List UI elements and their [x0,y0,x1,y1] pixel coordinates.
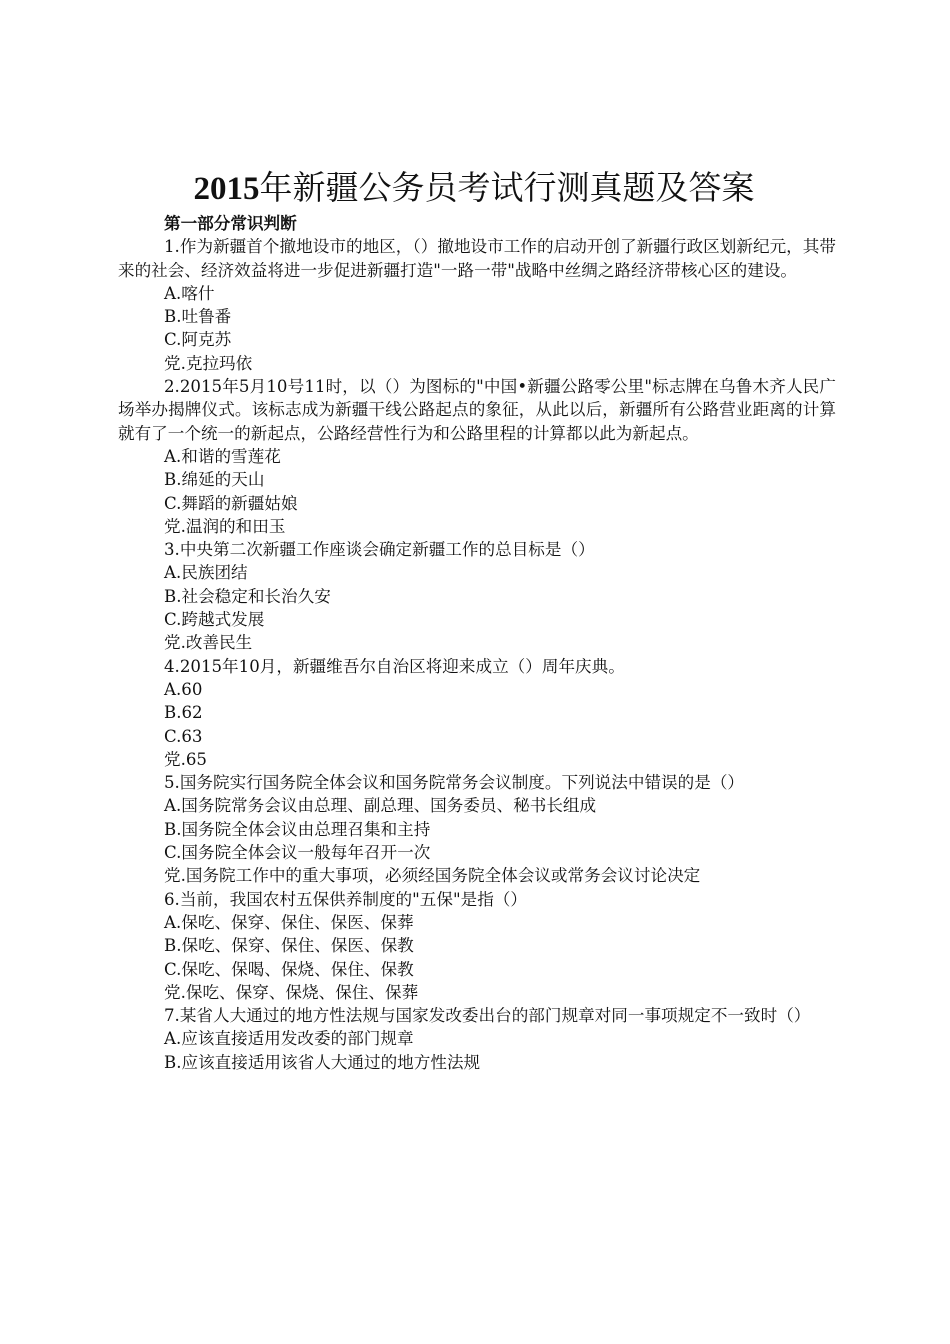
section-heading: 第一部分常识判断 [164,214,297,233]
option-b: B.国务院全体会议由总理召集和主持 [164,819,431,839]
question-stem: 1.作为新疆首个撤地设市的地区，（）撤地设市工作的启动开创了新疆行政区划新纪元，其带来的社会、经济效益将进一步促进新疆打造"一路一带"战略中丝绸之路经济带核心区的建设。 [118,237,836,280]
question-stem: 3.中央第二次新疆工作座谈会确定新疆工作的总目标是（） [164,540,595,560]
question-stem: 6.当前，我国农村五保供养制度的"五保"是指（） [164,889,527,909]
option-c: C.阿克苏 [164,330,232,350]
option-a: A.60 [164,679,203,699]
option-a: A.民族团结 [164,563,248,583]
option-c: C.63 [164,726,203,746]
question-6 [118,888,836,1004]
option-c: C.舞蹈的新疆姑娘 [164,493,298,513]
question-stem: 4.2015年10月，新疆维吾尔自治区将迎来成立（）周年庆典。 [164,656,625,676]
option-b: B.62 [164,703,203,723]
option-b: B.绵延的天山 [164,470,265,490]
title-text: 年新疆公务员考试行测真题及答案 [259,171,755,207]
question-stem: 5.国务院实行国务院全体会议和国务院常务会议制度。下列说法中错误的是（） [164,773,745,793]
option-a: A.喀什 [164,283,215,303]
option-b: B.社会稳定和长治久安 [164,586,331,606]
question-stem: 2.2015年5月10号11时，以（）为图标的"中国•新疆公路零公里"标志牌在乌鲁木齐人民广场举办揭牌仪式。该标志成为新疆干线公路起点的象征，从此以后，新疆所有公路营业距离的计算就有了一个统一的新起点，公路经营性行为和公路里程的计算都以此为新起点。 [118,377,836,443]
question-4 [118,655,836,771]
question-2 [118,375,836,538]
option-b: B.吐鲁番 [164,307,232,327]
option-c: C.国务院全体会议一般每年召开一次 [164,843,431,863]
option-a: A.和谐的雪莲花 [164,446,281,466]
title-year: 2015 [193,171,260,207]
option-d: 党.国务院工作中的重大事项，必须经国务院全体会议或常务会议讨论决定 [164,866,701,886]
option-c: C.跨越式发展 [164,610,265,630]
question-1 [118,235,836,375]
document-title [112,168,836,210]
option-a: A.应该直接适用发改委的部门规章 [164,1029,414,1049]
option-d: 党.温润的和田玉 [164,516,286,536]
question-7 [118,1004,836,1074]
question-3 [118,538,836,654]
option-d: 党.65 [164,749,207,769]
option-b: B.保吃、保穿、保住、保医、保教 [164,936,414,956]
option-d: 党.克拉玛依 [164,353,253,373]
option-d: 党.保吃、保穿、保烧、保住、保葬 [164,982,419,1002]
document-page [118,168,836,1074]
option-b: B.应该直接适用该省人大通过的地方性法规 [164,1052,481,1072]
option-a: A.保吃、保穿、保住、保医、保葬 [164,912,414,932]
option-d: 党.改善民生 [164,633,253,653]
option-c: C.保吃、保喝、保烧、保住、保教 [164,959,414,979]
question-stem: 7.某省人大通过的地方性法规与国家发改委出台的部门规章对同一事项规定不一致时（） [164,1006,811,1026]
option-a: A.国务院常务会议由总理、副总理、国务委员、秘书长组成 [164,796,597,816]
question-5 [118,771,836,887]
